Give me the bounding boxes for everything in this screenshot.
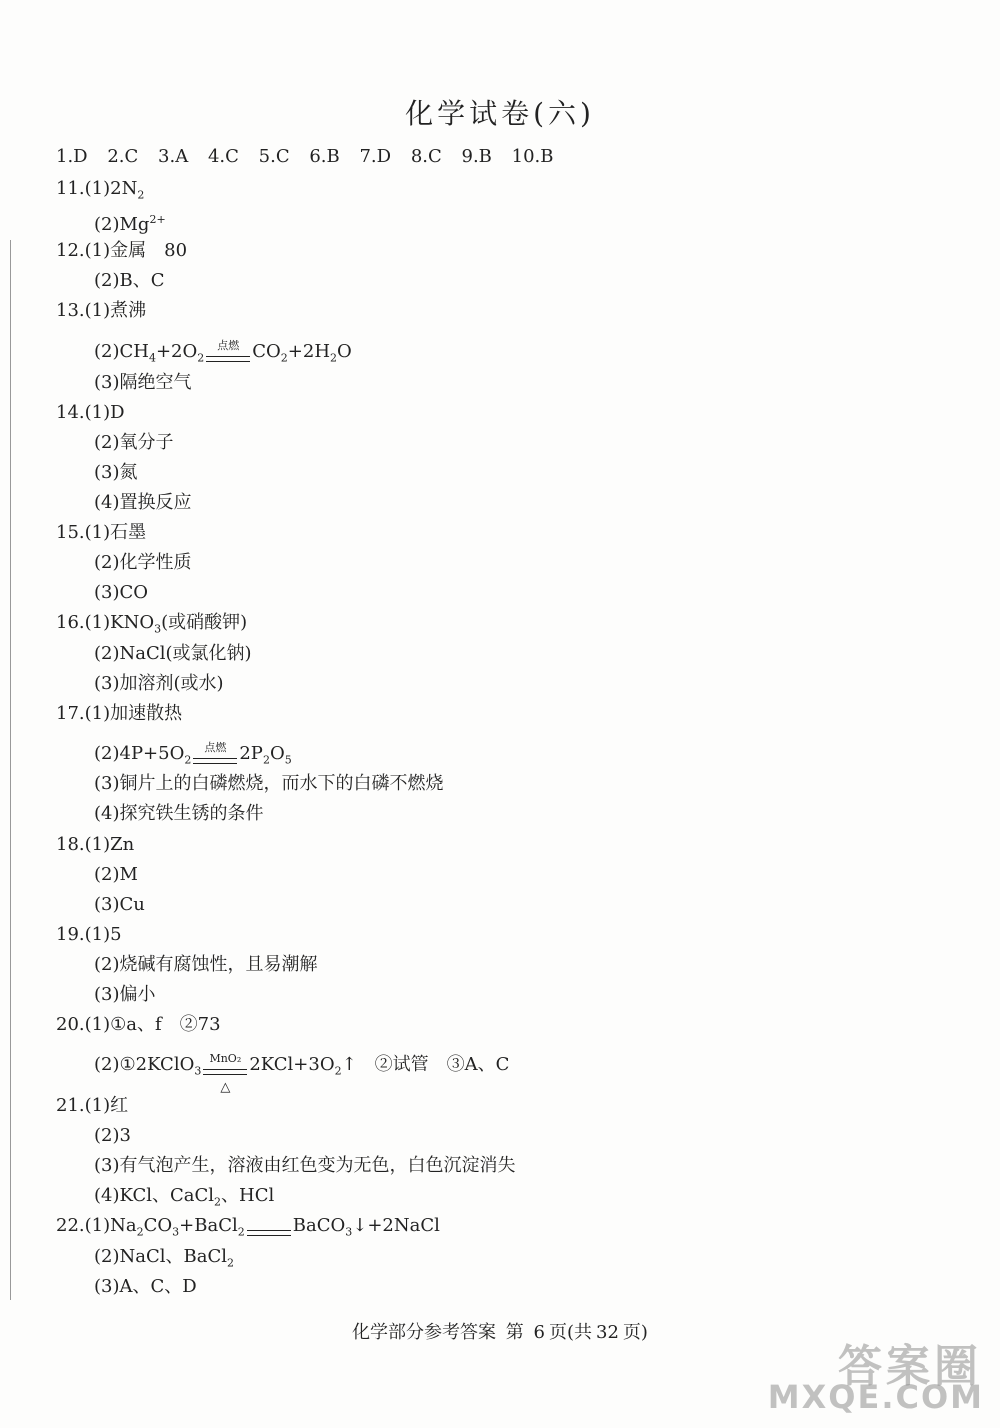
answer-text: (2)Mg [94,214,150,235]
q17-equation [94,740,292,772]
question-number: 15. [56,522,85,543]
question-number: 19. [56,924,85,945]
reaction-arrow [247,1222,291,1244]
q19-line1 [56,924,122,946]
q18-line2: (2)M [94,864,138,885]
superscript: 2+ [149,213,166,226]
formula-text: (2)CH [94,341,149,362]
q20-line1 [56,1014,221,1036]
q17-line1 [56,703,182,725]
q21-line3: (3)有气泡产生，溶液由红色变为无色，白色沉淀消失 [94,1155,516,1176]
mc-answer: 8.C [410,146,442,167]
footer-label: 化学部分参考答案 [352,1322,497,1343]
subscript: 2 [330,351,338,365]
subscript: 2 [237,1225,245,1239]
formula-text: +2H [287,341,331,362]
subscript: 3 [345,1225,353,1239]
q13-line1 [56,300,146,322]
footer-text: 页) [622,1322,648,1343]
subscript: 2 [214,1195,222,1209]
formula-text: +BaCl [179,1215,238,1236]
mc-answer: 6.B [309,146,340,167]
answer-text: (1)Zn [84,834,135,855]
mc-answer: 7.D [359,146,392,167]
subscript: 2 [227,1256,234,1270]
q12-line2: (2)B、C [94,270,165,291]
formula-text: 2KCl+3O [249,1054,335,1075]
formula-text: (1)Na [84,1215,137,1236]
subscript: 4 [148,351,156,365]
q13-equation [94,338,352,370]
q14-line2: (2)氧分子 [94,432,174,453]
q19-line2: (2)烧碱有腐蚀性，且易潮解 [94,954,318,975]
question-number: 17. [56,703,85,724]
subscript: 3 [154,622,162,636]
footer-text: 第 [505,1322,524,1343]
q17-line3: (3)铜片上的白磷燃烧，而水下的白磷不燃烧 [94,773,444,794]
subscript: 2 [137,188,145,202]
answer-text: (1)石墨 [84,522,147,543]
answer-text: (1)D [84,402,125,423]
q14-line1 [56,402,125,424]
q15-line1 [56,522,146,544]
question-number: 22. [56,1215,85,1236]
q18-line3: (3)Cu [94,894,145,915]
subscript: 2 [262,753,270,767]
formula-text: +2O [155,341,198,362]
answer-text: (4)KCl、CaCl [94,1185,215,1206]
question-number: 11. [56,178,85,199]
answer-text: (1)5 [84,924,122,945]
formula-text: ↑ ②试管 ③A、C [341,1054,510,1075]
q22-line2 [94,1246,234,1275]
answer-text: (1)金属 80 [84,240,188,261]
reaction-arrow [193,740,237,772]
equals-bar [247,1230,291,1236]
question-number: 20. [56,1014,85,1035]
mc-answer: 5.C [258,146,290,167]
answer-text: (1)①a、f ②73 [84,1014,221,1035]
formula-text: CO [252,341,281,362]
answer-text: (1)煮沸 [84,300,147,321]
formula-text: O [337,341,352,362]
answer-text: (1)KNO [84,612,155,633]
formula-text: BaCO [292,1215,346,1236]
q21-line1 [56,1095,128,1117]
subscript: 2 [280,351,288,365]
page-title: 化学试卷(六) [405,97,595,130]
q22-line3: (3)A、C、D [94,1276,197,1297]
mc-answer: 2.C [107,146,139,167]
q21-line4 [94,1185,274,1214]
q21-line2: (2)3 [94,1125,131,1146]
q14-line3: (3)氮 [94,462,138,483]
q16-line1 [56,612,247,641]
total-pages: 32 [596,1322,619,1343]
mc-answer: 4.C [207,146,239,167]
q19-line3: (3)偏小 [94,984,156,1005]
mc-answer: 1.D [56,146,88,167]
subscript: 2 [197,351,205,365]
reaction-catalyst: MnO₂ [209,1051,242,1065]
q15-line3: (3)CO [94,582,149,603]
heat-symbol: △ [220,1079,231,1095]
answer-text: (2)NaCl、BaCl [94,1246,227,1267]
question-number: 14. [56,402,85,423]
footer-text: 页(共 [548,1322,592,1343]
formula-text: CO [143,1215,173,1236]
reaction-condition: 点燃 [204,740,227,754]
watermark-text: 答案圈 [838,1341,982,1392]
q12-line1 [56,240,187,262]
binding-margin-line [10,240,11,1300]
q22-equation [56,1215,440,1244]
q18-line1 [56,834,134,856]
formula-text: 2P [239,743,263,764]
multiple-choice-answers [56,146,568,167]
answer-text: (1)红 [84,1095,129,1116]
reaction-arrow [203,1051,247,1095]
watermark-url: MXQE.COM [767,1378,984,1416]
answer-text: (1)加速散热 [84,703,183,724]
formula-text: ↓+2NaCl [352,1215,440,1236]
q13-line3: (3)隔绝空气 [94,372,192,393]
q17-line4: (4)探究铁生锈的条件 [94,803,264,824]
question-number: 13. [56,300,85,321]
formula-text: (2)4P+5O [94,743,185,764]
q11-line1 [56,178,144,207]
subscript: 2 [136,1225,144,1239]
subscript: 3 [194,1064,202,1078]
question-number: 21. [56,1095,85,1116]
subscript: 3 [172,1225,180,1239]
q20-equation [94,1051,510,1095]
formula-text: O [269,743,285,764]
watermark-logo [742,1330,992,1420]
mc-answer: 10.B [511,146,554,167]
formula-text: (2)①2KClO [94,1054,195,1075]
answer-text: 、HCl [221,1185,275,1206]
question-number: 12. [56,240,85,261]
question-number: 18. [56,834,85,855]
page-number: 6 [533,1322,545,1343]
q14-line4: (4)置换反应 [94,492,192,513]
q16-line3: (3)加溶剂(或水) [94,673,224,694]
q11-line2 [94,209,166,236]
mc-answer: 3.A [158,146,189,167]
question-number: 16. [56,612,85,633]
reaction-condition: 点燃 [217,338,240,352]
answer-text: (1)2N [84,178,138,199]
reaction-arrow [206,338,250,370]
subscript: 5 [284,753,292,767]
mc-answer: 9.B [461,146,492,167]
answer-text: (或硝酸钾) [161,612,248,633]
q16-line2: (2)NaCl(或氯化钠) [94,643,252,664]
subscript: 2 [334,1064,342,1078]
q15-line2: (2)化学性质 [94,552,192,573]
subscript: 2 [184,753,192,767]
